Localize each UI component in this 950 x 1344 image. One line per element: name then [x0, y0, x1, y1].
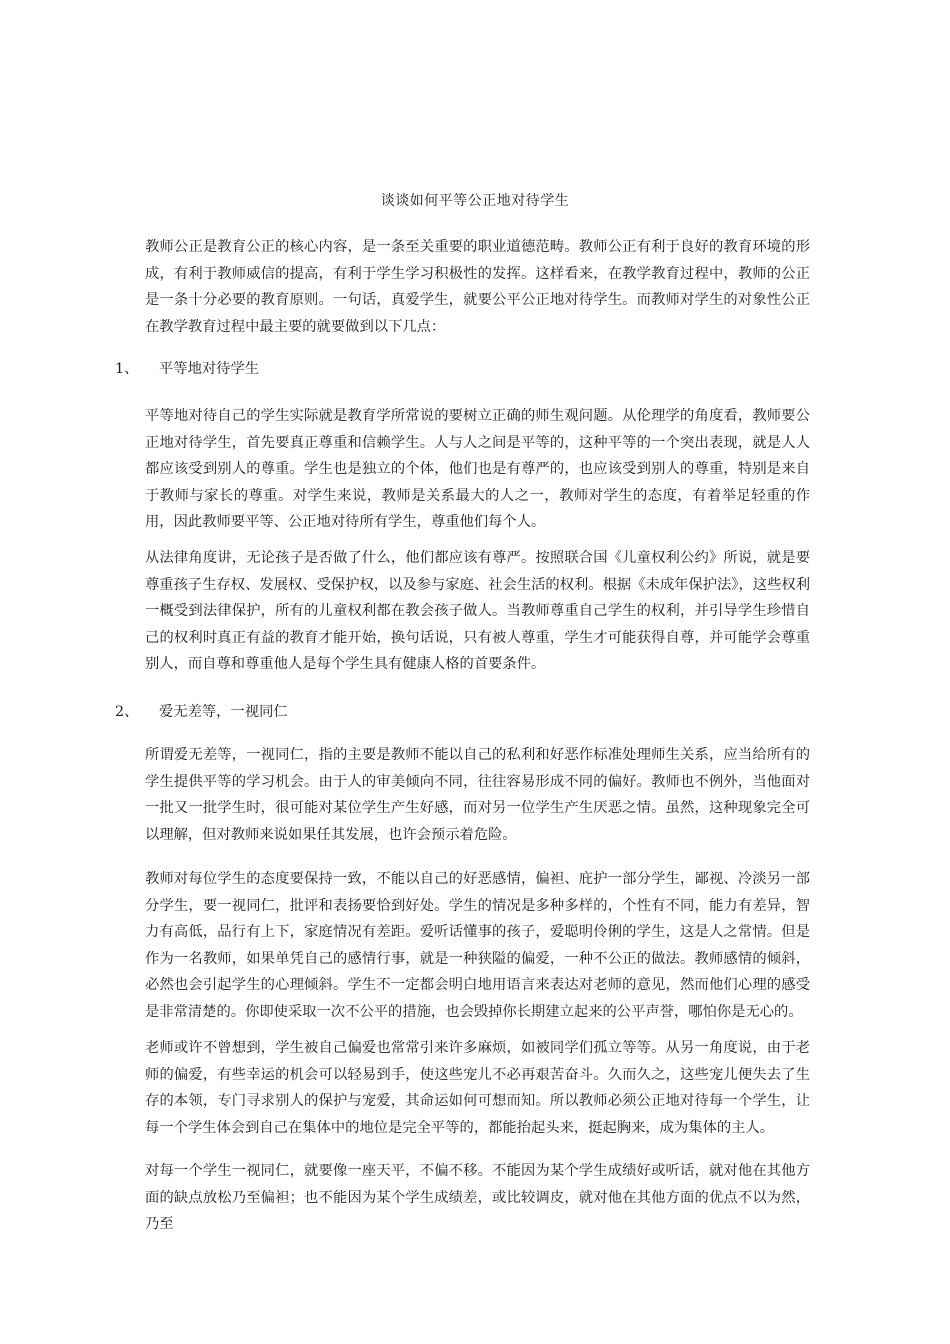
section-2-paragraph-4: 对每一个学生一视同仁，就要像一座天平，不偏不移。不能因为某个学生成绩好或听话，就对他在其他方面的缺点放松乃至偏袒；也不能因为某个学生成绩差，或比较调皮，就对他在其他方面的优点不以为然，乃至: [145, 1163, 810, 1232]
section-2-paragraph-3: 老师或许不曾想到，学生被自己偏爱也常常引来许多麻烦，如被同学们孤立等等。从另一角度说，由于老师的偏爱，有些幸运的机会可以轻易到手，使这些宠儿不必再艰苦奋斗。久而久之，这些宠儿便失去了生存的本领，专门寻求别人的保护与宠爱，其命运如何可想而知。所以教师必须公正地对待每一个学生，让每一个学生体会到自己在集体中的地位是完全平等的，都能抬起头来，挺起胸来，成为集体的主人。: [145, 1040, 810, 1136]
section-1-heading: [115, 356, 259, 382]
section-1-paragraph-1: 平等地对待自己的学生实际就是教育学所常说的要树立正确的师生观问题。从伦理学的角度看，教师要公正地对待学生，首先要真正尊重和信赖学生。人与人之间是平等的，这种平等的一个突出表现，就是人人都应该受到别人的尊重。学生也是独立的个体，他们也是有尊严的，也应该受到别人的尊重，特别是来自于教师与家长的尊重。对学生来说，教师是关系最大的人之一，教师对学生的态度，有着举足轻重的作用，因此教师要平等、公正地对待所有学生，尊重他们每个人。: [145, 408, 810, 530]
section-2-heading: [115, 699, 288, 725]
section-2-title: 爱无差等，一视同仁: [159, 704, 288, 720]
section-2-paragraph-2: 教师对每位学生的态度要保持一致，不能以自己的好恶感情，偏袒、庇护一部分学生，鄙视、冷淡另一部分学生，要一视同仁，批评和表扬要恰到好处。学生的情况是多种多样的，个性有不同，能力有差异，智力有高低，品行有上下，家庭情况有差距。爱听话懂事的孩子，爱聪明伶俐的学生，这是人之常情。但是作为一名教师，如果单凭自己的感情行事，就是一种狭隘的偏爱，一种不公正的做法。教师感情的倾斜，必然也会引起学生的心理倾斜。学生不一定都会明白地用语言来表达对老师的意见，然而他们心理的感受是非常清楚的。你即使采取一次不公平的措施，也会毁掉你长期建立起来的公平声誉，哪怕你是无心的。: [145, 871, 810, 1020]
section-1-number: 1、: [115, 361, 139, 377]
section-2-paragraph-1: 所谓爱无差等，一视同仁，指的主要是教师不能以自己的私利和好恶作标准处理师生关系，应当给所有的学生提供平等的学习机会。由于人的审美倾向不同，往往容易形成不同的偏好。教师也不例外，当他面对一批又一批学生时，很可能对某位学生产生好感，而对另一位学生产生厌恶之情。虽然，这种现象完全可以理解，但对教师来说如果任其发展，也许会预示着危险。: [145, 747, 810, 843]
document-title: 谈谈如何平等公正地对待学生: [380, 193, 570, 209]
intro-paragraph: 教师公正是教育公正的核心内容，是一条至关重要的职业道德范畴。教师公正有利于良好的教育环境的形成，有利于教师威信的提高，有利于学生学习积极性的发挥。这样看来，在教学教育过程中，教师的公正是一条十分必要的教育原则。一句话，真爱学生，就要公平公正地对待学生。而教师对学生的对象性公正在教学教育过程中最主要的就要做到以下几点：: [145, 239, 810, 335]
section-1-title: 平等地对待学生: [159, 361, 260, 377]
section-1-paragraph-2: 从法律角度讲，无论孩子是否做了什么，他们都应该有尊严。按照联合国《儿童权利公约》所说，就是要尊重孩子生存权、发展权、受保护权，以及参与家庭、社会生活的权利。根据《未成年保护法》，这些权利一概受到法律保护，所有的儿童权利都在教会孩子做人。当教师尊重自己学生的权利，并引导学生珍惜自己的权利时真正有益的教育才能开始，换句话说，只有被人尊重，学生才可能获得自尊，并可能学会尊重别人，而自尊和尊重他人是每个学生具有健康人格的首要条件。: [145, 550, 810, 672]
section-2-number: 2、: [115, 704, 139, 720]
